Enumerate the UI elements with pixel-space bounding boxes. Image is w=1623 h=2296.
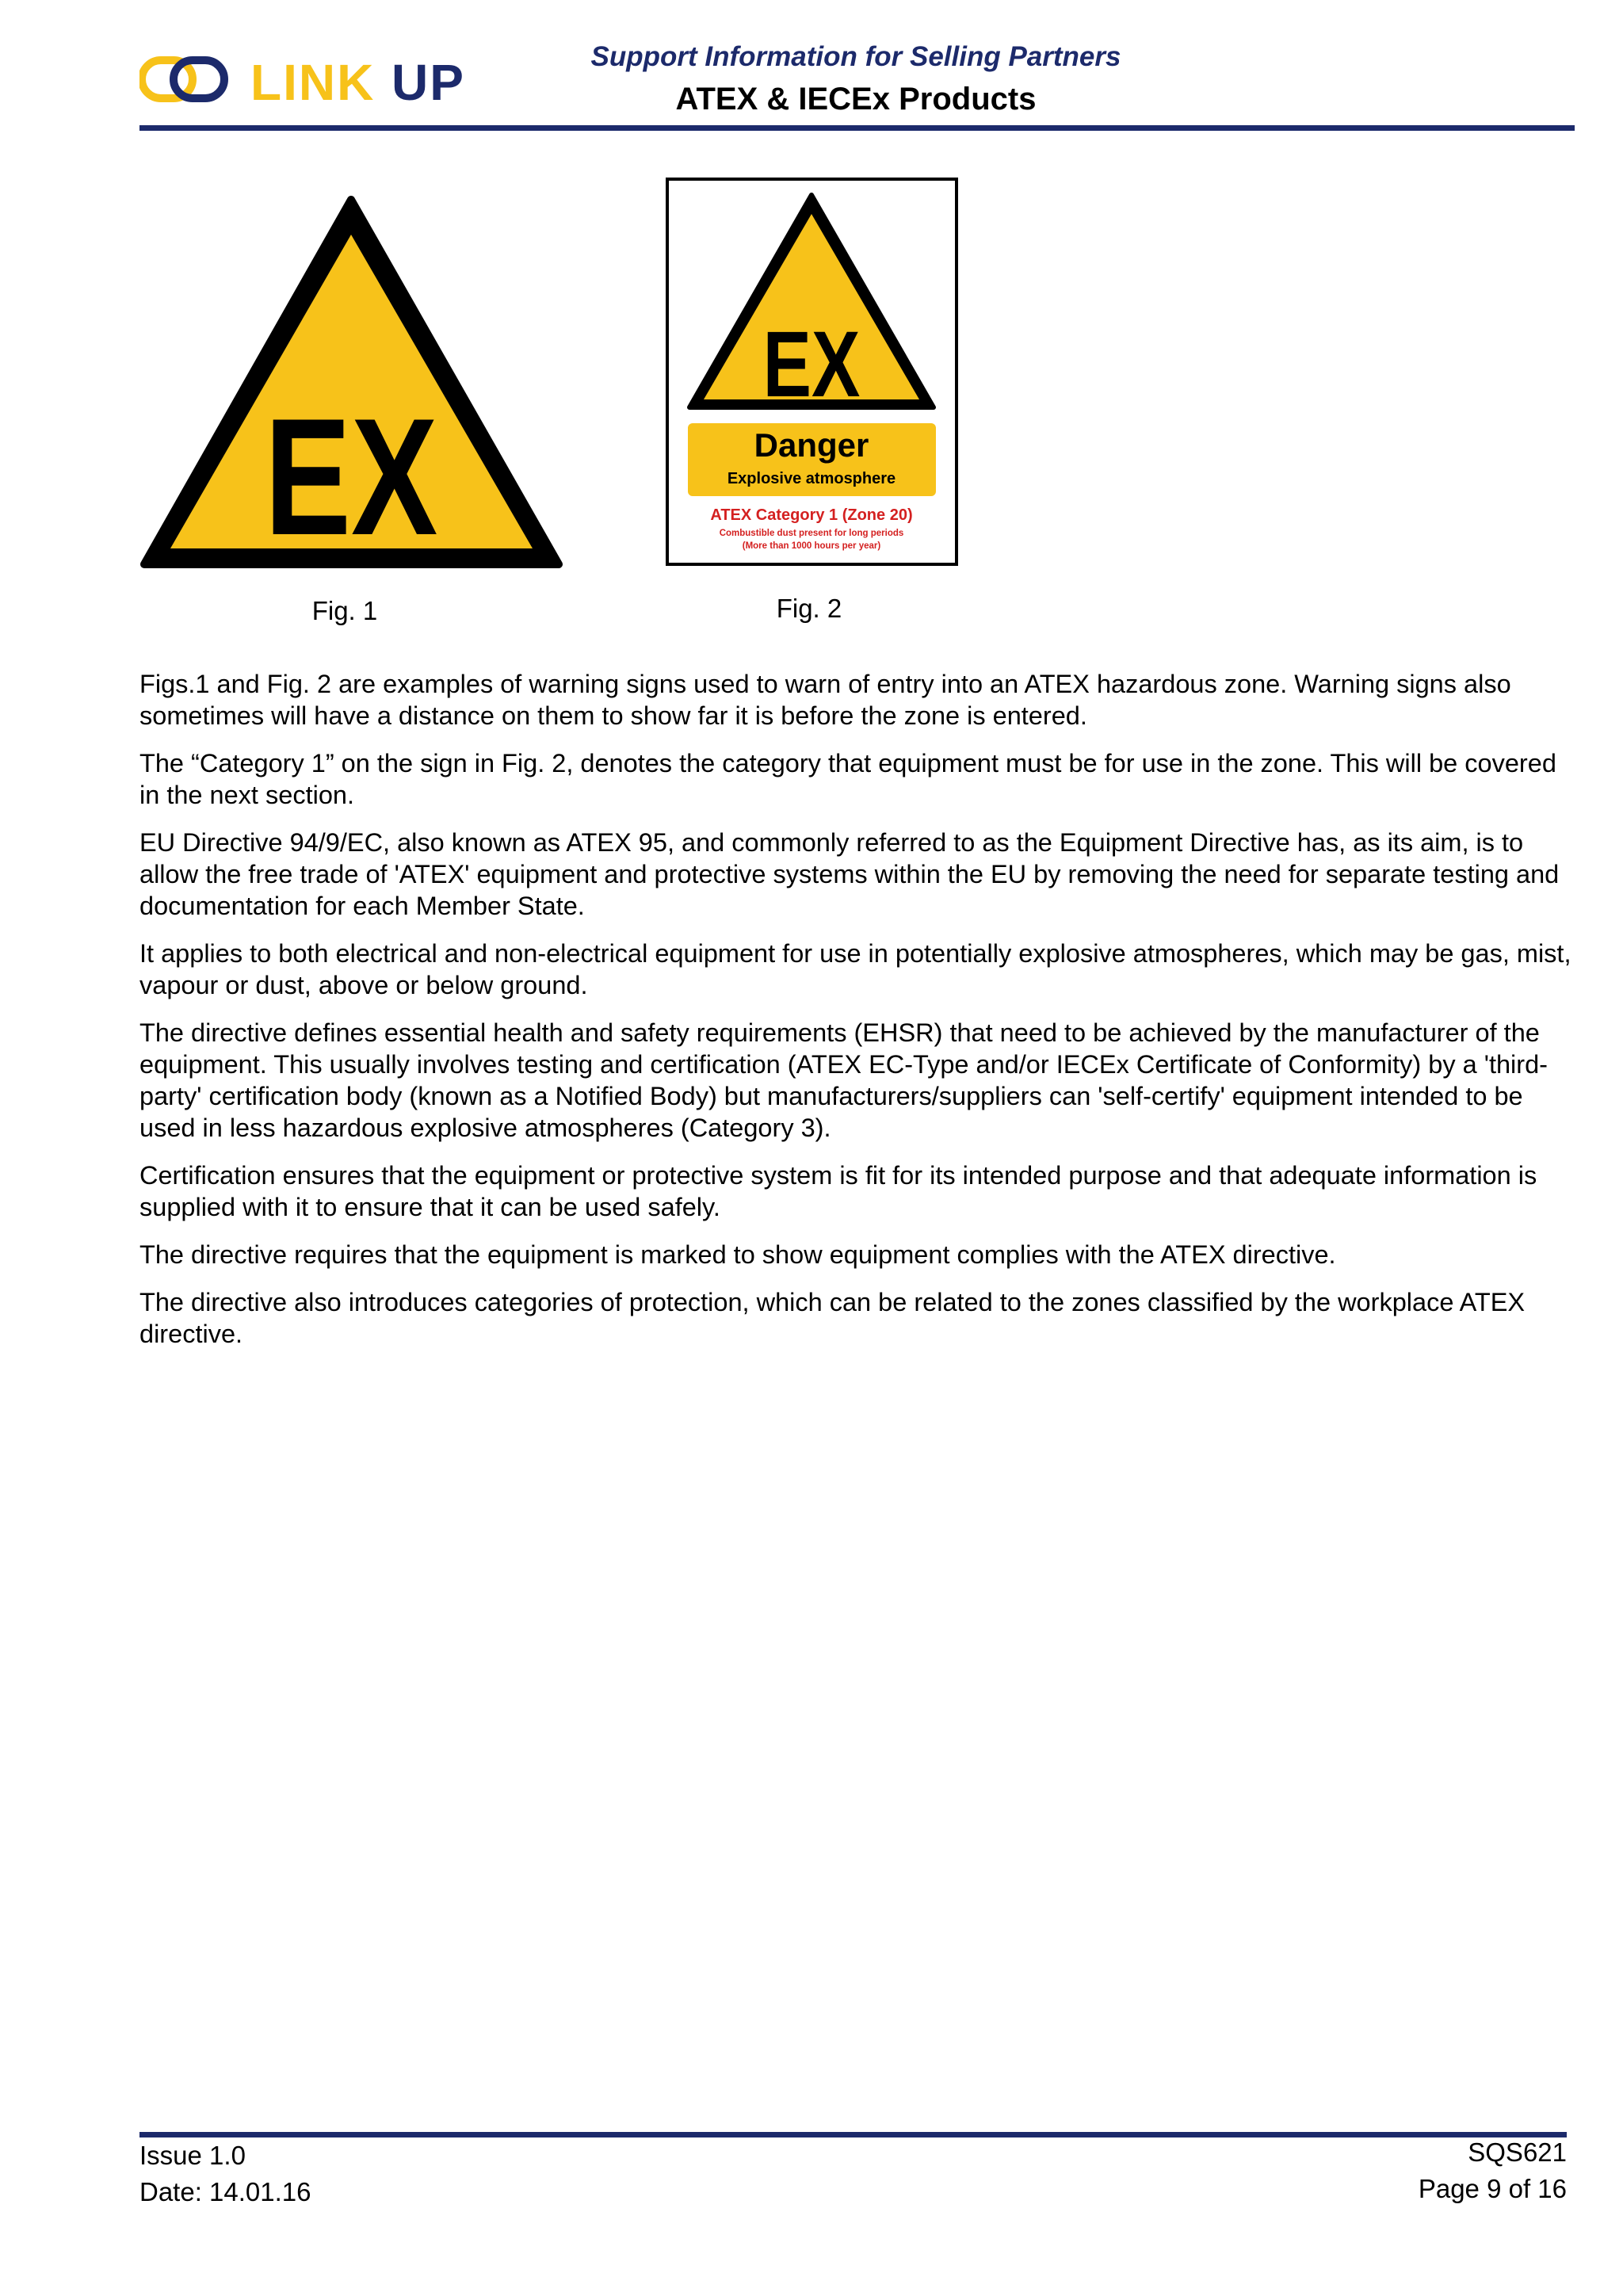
atex-category: ATEX Category 1 (Zone 20) — [710, 506, 913, 524]
header-subtitle: Support Information for Selling Partners — [590, 41, 1121, 72]
paragraph: Figs.1 and Fig. 2 are examples of warning signs used to warn of entry into an ATEX hazardous zone. Warning signs also sometimes will have a distance on them to show far it is before the zone is entered. — [139, 670, 1511, 730]
paragraph: The “Category 1” on the sign in Fig. 2, denotes the category that equipment must be for use in the zone. This will be covered in the next section. — [139, 749, 1556, 809]
logo-text-link: LINK — [250, 54, 376, 109]
footer-date: Date: 14.01.16 — [139, 2177, 311, 2206]
danger-sign — [666, 178, 958, 566]
danger-title: Danger — [754, 426, 869, 464]
paragraph: The directive requires that the equipment is marked to show equipment complies with the ATEX directive. — [139, 1240, 1336, 1269]
figure-1 — [139, 193, 564, 570]
logo-text-up: UP — [391, 54, 465, 109]
header-divider — [139, 125, 1575, 131]
ex-warning-triangle-icon — [139, 193, 564, 570]
paragraph: Certification ensures that the equipment or protective system is fit for its intended purpose and that adequate information is supplied with it to ensure that it can be used safely. — [139, 1161, 1537, 1221]
paragraph: It applies to both electrical and non-electrical equipment for use in potentially explosive atmospheres, which may be gas, mist, vapour or dust, above or below ground. — [139, 939, 1571, 999]
paragraph: The directive also introduces categories of protection, which can be related to the zones classified by the workplace ATEX directive. — [139, 1288, 1526, 1348]
paragraph: EU Directive 94/9/EC, also known as ATEX 95, and commonly referred to as the Equipment Directive has, as its aim, is to allow the free trade of 'ATEX' equipment and protective systems within the EU by removing the need for separate testing and documentation for each Member State. — [139, 828, 1560, 920]
danger-subtitle: Explosive atmosphere — [727, 470, 896, 487]
linkup-logo — [139, 52, 504, 109]
paragraph: The directive defines essential health and safety requirements (EHSR) that need to be achieved by the manufacturer of the equipment. This usually involves testing and certification (ATEX EC-Type and/or IECEx Certificate of Conformity) by a 'third-party' certification body (known as a Notified Body) but manufacturers/suppliers can 'self-certify' equipment intended to be used in less hazardous explosive atmospheres (Category 3). — [139, 1018, 1548, 1142]
page-number: Page 9 of 16 — [1418, 2174, 1567, 2203]
footer-issue: Issue 1.0 — [139, 2141, 246, 2170]
fig1-sign-text: EX — [264, 384, 438, 570]
body-text — [139, 668, 1582, 1366]
linkup-logo-graphic — [139, 52, 504, 109]
category-note-1: Combustible dust present for long periods — [719, 529, 904, 538]
category-note-2: (More than 1000 hours per year) — [742, 541, 881, 551]
fig2-sign-text: EX — [762, 312, 861, 417]
fig2-caption: Fig. 2 — [776, 594, 842, 623]
fig1-caption: Fig. 1 — [311, 596, 378, 625]
footer-doc-id: SQS621 — [1468, 2137, 1567, 2167]
logo-ring-right-icon — [174, 60, 224, 98]
page-title: ATEX & IECEx Products — [675, 82, 1037, 117]
footer-divider — [139, 2132, 1567, 2137]
figure-2 — [666, 178, 958, 566]
